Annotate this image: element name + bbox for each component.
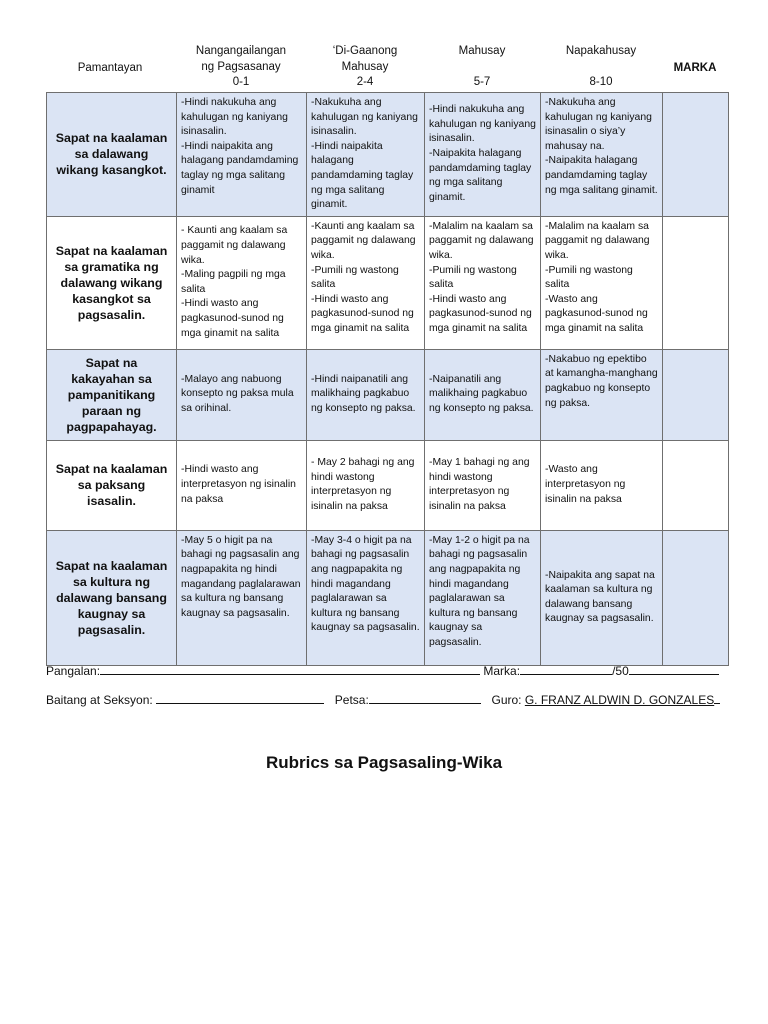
score-cell[interactable]: [663, 349, 729, 440]
level-cell: -May 1 bahagi ng ang hindi wastong interpretasyon ng isinalin na paksa: [425, 440, 541, 530]
score-cell[interactable]: [663, 216, 729, 349]
criterion-cell: Sapat na kaalaman sa kultura ng dalawang bansang kaugnay sa pagsasalin.: [47, 530, 177, 665]
level-cell: -Naipakita ang sapat na kaalaman sa kultura ng dalawang bansang kaugnay sa pagsasalin.: [541, 530, 663, 665]
rubric-header: [46, 44, 728, 92]
level-cell: -Nakukuha ang kahulugan ng kaniyang isinasalin. -Hindi naipakita halagang pandamdaming taglay ng mga salitang ginamit.: [307, 93, 425, 217]
criteria-header: Pamantayan: [77, 62, 143, 74]
teacher-underline-tail: [714, 691, 720, 704]
level-cell: -May 5 o higit pa na bahagi ng pagsasalin ang nagpapakita ng hindi magandang paglalarawan sa kultura ng bansang kaugnay sa pagsasalin.: [177, 530, 307, 665]
level-cell: -Malalim na kaalam sa paggamit ng dalawang wika. -Pumili ng wastong salita -Wasto ang pagkasunod-sunod ng mga ginamit na salita: [541, 216, 663, 349]
level-cell: -Naipanatili ang malikhaing pagkabuo ng konsepto ng paksa.: [425, 349, 541, 440]
section-date-teacher-line: [46, 691, 720, 707]
level-1-name-line1: Nangangailangan: [195, 45, 287, 57]
name-score-line: [46, 662, 719, 678]
rubric-row: [47, 93, 729, 217]
level-1-header: [176, 44, 306, 91]
page-title: Rubrics sa Pagsasaling-Wika: [265, 753, 503, 772]
level-3-name-line1: Mahusay: [458, 45, 506, 57]
date-label: Petsa:: [334, 693, 369, 707]
level-1-range: 0-1: [232, 76, 250, 88]
level-cell: -Hindi nakukuha ang kahulugan ng kaniyang isinasalin. -Naipakita halagang pandamdaming taglay ng mga salitang ginamit.: [425, 93, 541, 217]
level-cell: -Hindi nakukuha ang kahulugan ng kaniyang isinasalin. -Hindi naipakita ang halagang pandamdaming taglay ng mga salitang ginamit: [177, 93, 307, 217]
rubric-table: [46, 92, 729, 666]
level-cell: - Kaunti ang kaalam sa paggamit ng dalawang wika. -Maling pagpili ng mga salita -Hindi wasto ang pagkasunod-sunod ng mga ginamit na salita: [177, 216, 307, 349]
rubric-row: [47, 440, 729, 530]
level-cell: -Hindi wasto ang interpretasyon ng isinalin na paksa: [177, 440, 307, 530]
date-field[interactable]: [369, 691, 481, 704]
level-cell: -Kaunti ang kaalam sa paggamit ng dalawang wika. -Pumili ng wastong salita -Hindi wasto ang pagkasunod-sunod ng mga ginamit na salita: [307, 216, 425, 349]
teacher-label: Guro:: [491, 693, 522, 707]
level-4-range: 8-10: [589, 76, 613, 88]
level-cell: -Wasto ang interpretasyon ng isinalin na paksa: [541, 440, 663, 530]
criterion-cell: Sapat na kaalaman sa gramatika ng dalawang wikang kasangkot sa pagsasalin.: [47, 216, 177, 349]
level-cell: -May 1-2 o higit pa na bahagi ng pagsasalin ang nagpapakita ng hindi magandang paglalarawan sa kultura ng bansang kaugnay sa pagsasalin.: [425, 530, 541, 665]
level-1-name-line2: ng Pagsasanay: [201, 60, 281, 73]
level-cell: -May 3-4 o higit pa na bahagi ng pagsasalin ang nagpapakita ng hindi magandang paglalarawan sa kultura ng bansang kaugnay sa pagsasalin.: [307, 530, 425, 665]
level-3-range: 5-7: [473, 76, 491, 88]
level-2-name-line2: Mahusay: [341, 60, 389, 73]
level-3-header: [424, 44, 540, 91]
rubric-row: [47, 530, 729, 665]
criterion-cell: Sapat na kaalaman sa dalawang wikang kasangkot.: [47, 93, 177, 217]
score-header: MARKA: [673, 62, 717, 74]
level-2-header: [306, 44, 424, 91]
criterion-cell: Sapat na kakayahan sa pampanitikang paraan ng pagpapahayag.: [47, 349, 177, 440]
rubric-row: [47, 216, 729, 349]
rubric-row: [47, 349, 729, 440]
level-cell: -Malayo ang nabuong konsepto ng paksa mula sa orihinal.: [177, 349, 307, 440]
level-cell: - May 2 bahagi ng ang hindi wastong interpretasyon ng isinalin na paksa: [307, 440, 425, 530]
score-cell[interactable]: [663, 93, 729, 217]
level-2-name-line1: ‘Di-Gaanong: [332, 45, 398, 57]
level-cell: -Nakukuha ang kahulugan ng kaniyang isinasalin o siya’y mahusay na. -Naipakita halagang pandamdaming taglay ng mga salitang ginamit.: [541, 93, 663, 217]
name-field[interactable]: [100, 662, 480, 675]
score-cell[interactable]: [663, 440, 729, 530]
name-label: Pangalan:: [46, 664, 101, 678]
level-cell: -Malalim na kaalam sa paggamit ng dalawang wika. -Pumili ng wastong salita -Hindi wasto ang pagkasunod-sunod ng mga ginamit na salita: [425, 216, 541, 349]
score-total-underline: [629, 662, 719, 675]
score-cell[interactable]: [663, 530, 729, 665]
score-field[interactable]: [520, 662, 612, 675]
section-label: Baitang at Seksyon:: [46, 693, 153, 707]
level-cell: -Nakabuo ng epektibo at kamangha-manghang pagkabuo ng konsepto ng paksa.: [541, 349, 663, 440]
section-field[interactable]: [156, 691, 324, 704]
level-4-header: [540, 44, 662, 91]
level-cell: -Hindi naipanatili ang malikhaing pagkabuo ng konsepto ng paksa.: [307, 349, 425, 440]
criterion-cell: Sapat na kaalaman sa paksang isasalin.: [47, 440, 177, 530]
teacher-name: G. FRANZ ALDWIN D. GONZALES: [524, 693, 715, 707]
level-2-range: 2-4: [356, 76, 374, 88]
score-label: Marka:: [483, 664, 521, 678]
score-total: /50: [612, 664, 629, 678]
level-4-name-line1: Napakahusay: [565, 45, 637, 57]
